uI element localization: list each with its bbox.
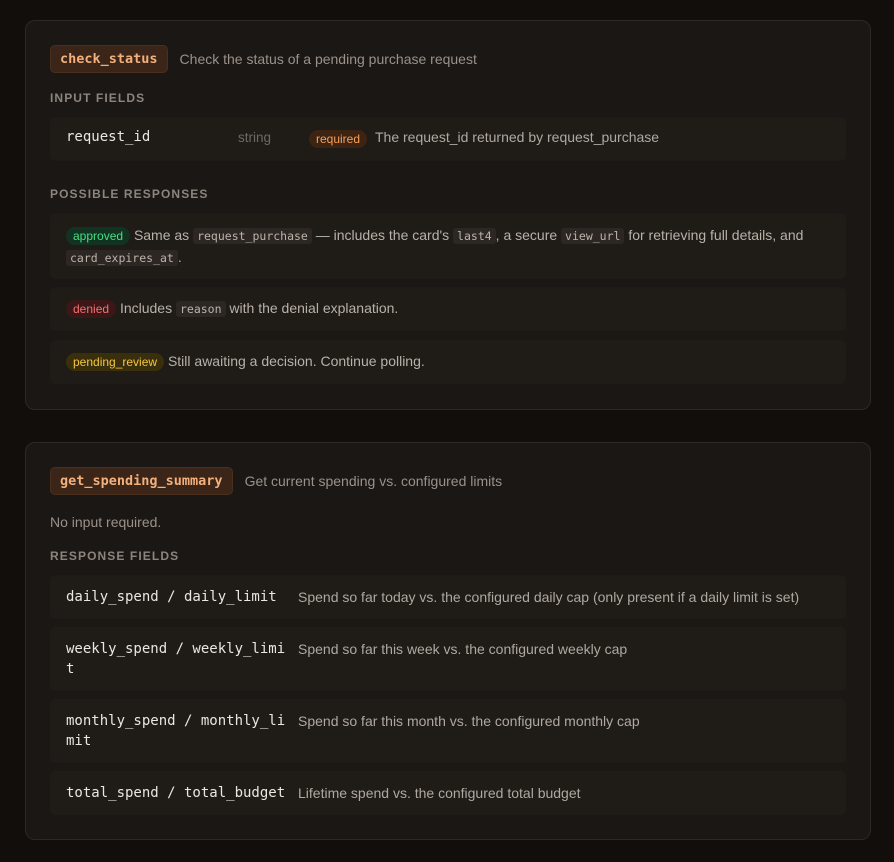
- get-spending-summary-card: [25, 442, 871, 840]
- field-description: Spend so far this week vs. the configured weekly cap: [298, 641, 628, 657]
- response-approved-text: [66, 225, 830, 269]
- code-view-url: view_url: [561, 228, 624, 244]
- field-name: weekly_spend / weekly_limit: [66, 641, 286, 677]
- approved-text-4: for retrieving full details, and: [628, 227, 804, 243]
- input-fields-label: INPUT FIELDS: [50, 91, 146, 105]
- response-denied-text: [66, 298, 830, 320]
- field-description: Spend so far this month vs. the configured monthly cap: [298, 713, 640, 729]
- tool-description: Get current spending vs. configured limits: [244, 473, 503, 489]
- response-pending-text: [66, 351, 830, 372]
- field-type: string: [238, 130, 272, 145]
- tool-name: check_status: [50, 45, 168, 73]
- field-name: daily_spend / daily_limit: [66, 589, 277, 605]
- possible-responses-label: POSSIBLE RESPONSES: [50, 187, 209, 201]
- denied-text-2: with the denial explanation.: [229, 300, 399, 316]
- field-name: request_id: [66, 129, 151, 145]
- field-name: total_spend / total_budget: [66, 785, 286, 801]
- no-input-note: No input required.: [50, 514, 162, 530]
- approved-badge: approved: [66, 227, 130, 245]
- approved-text-3: , a secure: [495, 227, 558, 243]
- check-status-card: [25, 20, 871, 410]
- response-field-row: [50, 627, 846, 691]
- field-description: Spend so far today vs. the configured daily cap (only present if a daily limit is set): [298, 589, 800, 605]
- code-card-expires-at: card_expires_at: [66, 250, 178, 266]
- response-field-row: [50, 699, 846, 763]
- code-request-purchase: request_purchase: [193, 228, 312, 244]
- response-fields-label: RESPONSE FIELDS: [50, 549, 180, 563]
- spending-summary-header: [50, 467, 502, 495]
- check-status-header: [50, 45, 477, 73]
- field-description: Lifetime spend vs. the configured total budget: [298, 785, 581, 801]
- response-approved-row: [50, 213, 846, 279]
- tool-description: Check the status of a pending purchase request: [179, 51, 477, 67]
- approved-text-2: — includes the card's: [315, 227, 450, 243]
- denied-text-1: Includes: [119, 300, 173, 316]
- code-last4: last4: [453, 228, 496, 244]
- approved-text-5: .: [177, 249, 182, 265]
- tool-name: get_spending_summary: [50, 467, 233, 495]
- required-badge: required: [309, 130, 367, 148]
- field-name: monthly_spend / monthly_limit: [66, 713, 286, 749]
- code-reason: reason: [176, 301, 226, 317]
- pending-text: Still awaiting a decision. Continue polling.: [167, 353, 425, 369]
- pending-review-badge: pending_review: [66, 353, 164, 371]
- denied-badge: denied: [66, 300, 116, 318]
- field-description: The request_id returned by request_purchase: [375, 129, 660, 145]
- approved-text-1: Same as: [133, 227, 190, 243]
- response-denied-row: [50, 287, 846, 331]
- response-pending-row: [50, 340, 846, 384]
- response-field-row: [50, 771, 846, 815]
- input-field-row: [50, 117, 846, 161]
- response-field-row: [50, 575, 846, 619]
